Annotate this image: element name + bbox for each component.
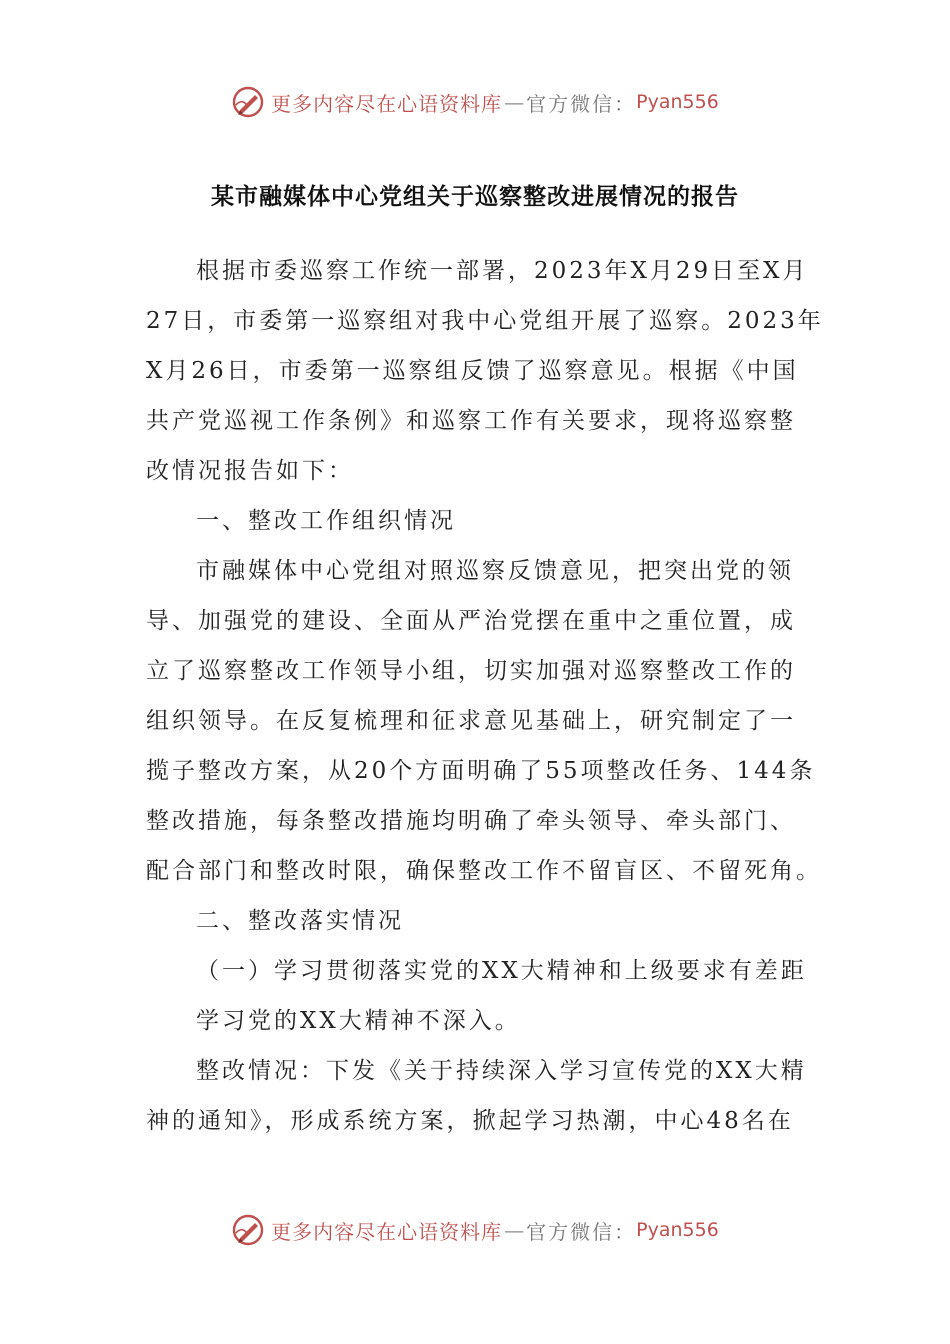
footer-banner bbox=[0, 1208, 950, 1252]
banner-separator: — bbox=[504, 1218, 525, 1242]
subsection-heading: （一）学习贯彻落实党的XX大精神和上级要求有差距 bbox=[196, 958, 807, 984]
section-heading: 一、整改工作组织情况 bbox=[196, 508, 456, 534]
body-line: 整改措施，每条整改措施均明确了牵头领导、牵头部门、 bbox=[146, 808, 796, 834]
header-banner bbox=[0, 80, 950, 124]
pen-logo-icon bbox=[231, 1213, 265, 1247]
body-line: 27日，市委第一巡察组对我中心党组开展了巡察。2023年 bbox=[146, 308, 824, 334]
banner-wechat-id: Pyan556 bbox=[636, 91, 719, 113]
body-line: 根据市委巡察工作统一部署，2023年X月29日至X月 bbox=[196, 258, 809, 284]
banner-official-label: 官方微信： bbox=[526, 1219, 637, 1244]
body-line: 组织领导。在反复梳理和征求意见基础上，研究制定了一 bbox=[146, 708, 796, 734]
banner-wechat-id: Pyan556 bbox=[636, 1219, 719, 1241]
banner-main-text: 更多内容尽在心语资料库 bbox=[271, 91, 503, 116]
body-line: X月26日，市委第一巡察组反馈了巡察意见。根据《中国 bbox=[146, 358, 799, 384]
banner-separator: — bbox=[504, 90, 525, 114]
body-line: 神的通知》，形成系统方案，掀起学习热潮，中心48名在 bbox=[146, 1108, 794, 1134]
document-body bbox=[146, 246, 824, 1146]
body-line: 改情况报告如下： bbox=[146, 458, 354, 484]
body-line: 整改情况：下发《关于持续深入学习宣传党的XX大精 bbox=[196, 1058, 807, 1084]
body-line: 配合部门和整改时限，确保整改工作不留盲区、不留死角。 bbox=[146, 858, 822, 884]
section-heading: 二、整改落实情况 bbox=[196, 908, 404, 934]
body-line: 揽子整改方案，从20个方面明确了55项整改任务、144条 bbox=[146, 758, 816, 784]
banner-official-label: 官方微信： bbox=[526, 91, 637, 116]
pen-logo-icon bbox=[231, 85, 265, 119]
body-line: 学习党的XX大精神不深入。 bbox=[196, 1008, 521, 1034]
body-line: 导、加强党的建设、全面从严治党摆在重中之重位置，成 bbox=[146, 608, 796, 634]
document-title: 某市融媒体中心党组关于巡察整改进展情况的报告 bbox=[211, 183, 739, 210]
body-line: 立了巡察整改工作领导小组，切实加强对巡察整改工作的 bbox=[146, 658, 796, 684]
body-line: 市融媒体中心党组对照巡察反馈意见，把突出党的领 bbox=[196, 558, 794, 584]
body-line: 共产党巡视工作条例》和巡察工作有关要求，现将巡察整 bbox=[146, 408, 796, 434]
banner-main-text: 更多内容尽在心语资料库 bbox=[271, 1219, 503, 1244]
